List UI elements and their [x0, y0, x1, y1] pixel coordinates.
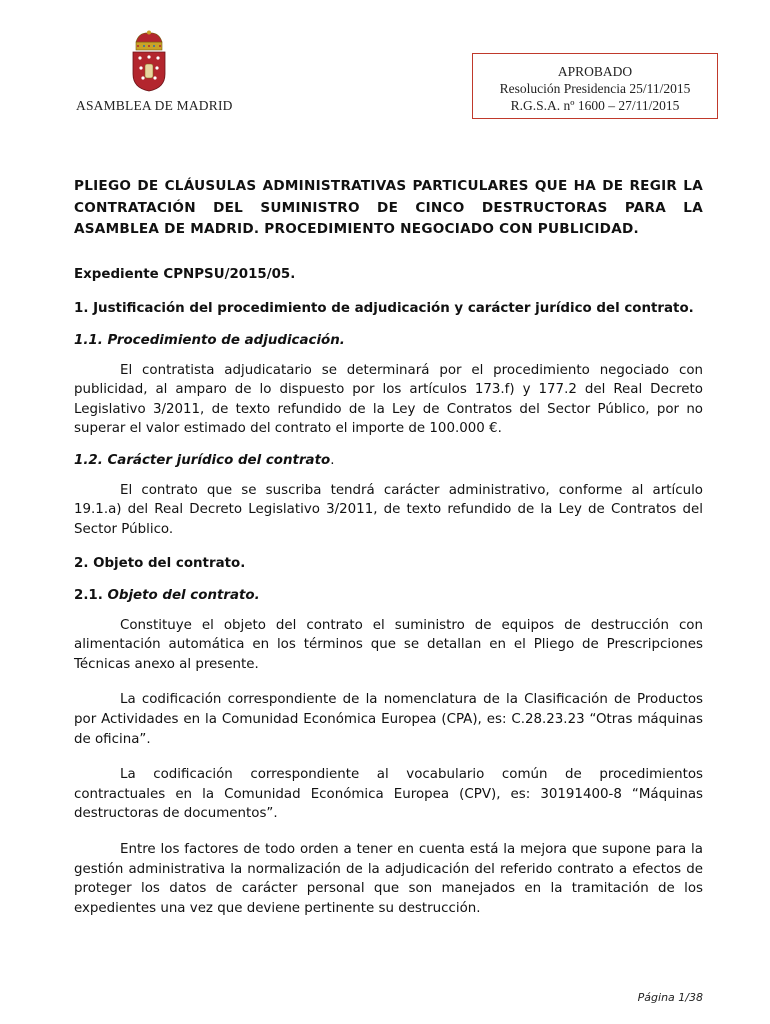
section-2-heading: 2. Objeto del contrato. — [74, 555, 246, 571]
expediente-number: Expediente CPNPSU/2015/05. — [74, 266, 296, 282]
stamp-status: APROBADO — [557, 64, 633, 79]
section-1-2-heading-text: 1.2. Carácter jurídico del contrato — [74, 452, 331, 468]
institution-logo-block — [76, 30, 233, 114]
section-1-2-heading: 1.2. Carácter jurídico del contrato. — [74, 452, 335, 468]
approval-stamp — [472, 53, 718, 119]
stamp-resolution: Resolución Presidencia 25/11/2015 — [499, 81, 691, 96]
section-1-heading: 1. Justificación del procedimiento de adjudicación y carácter jurídico del contrato. — [74, 300, 694, 316]
document-body — [74, 176, 703, 918]
page-number: Página 1/38 — [637, 991, 703, 1004]
section-2-1-paragraph-1: Constituye el objeto del contrato el suministro de equipos de destrucción con alimentación automática en los términos que se detallan en el Pliego de Prescripciones Técnicas anexo al presente. — [74, 617, 703, 672]
institution-name: ASAMBLEA DE MADRID — [76, 98, 233, 113]
stamp-registry: R.G.S.A. nº 1600 – 27/11/2015 — [510, 98, 680, 113]
section-1-1-paragraph: El contratista adjudicatario se determinará por el procedimiento negociado con publicidad, al amparo de lo dispuesto por los artículos 173.f) y 177.2 del Real Decreto Legislativo 3/2011, de texto refundido de la Ley de Contratos del Sector Público, por no superar el valor estimado del contrato el importe de 100.000 €. — [74, 362, 703, 437]
section-1-2-paragraph: El contrato que se suscriba tendrá carácter administrativo, conforme al artículo 19.1.a) del Real Decreto Legislativo 3/2011, de texto refundido de la Ley de Contratos del Sector Público. — [74, 482, 703, 538]
section-2-1-heading-text: Objeto del contrato — [107, 587, 255, 603]
section-1-1-heading: 1.1. Procedimiento de adjudicación. — [74, 332, 345, 348]
document-title: PLIEGO DE CLÁUSULAS ADMINISTRATIVAS PARTICULARES QUE HA DE REGIR LA CONTRATACIÓN DEL SUMINISTRO DE CINCO DESTRUCTORAS PARA LA ASAMBLEA DE MADRID. PROCEDIMIENTO NEGOCIADO CON PUBLICIDAD. — [74, 178, 703, 237]
section-2-1-number: 2.1. — [74, 587, 103, 603]
section-2-1-heading: 2.1. Objeto del contrato. — [74, 587, 260, 603]
asamblea-coat-of-arms-icon — [129, 30, 169, 92]
section-2-1-paragraph-2: La codificación correspondiente de la nomenclatura de la Clasificación de Productos por Actividades en la Comunidad Económica Europea (CPA), es: C.28.23.23 “Otras máquinas de oficina”. — [74, 692, 703, 747]
section-2-1-paragraph-3: La codificación correspondiente al vocabulario común de procedimientos contractuales en la Comunidad Económica Europea (CPV), es: 30191400-8 “Máquinas destructoras de documentos”. — [74, 767, 703, 822]
section-2-1-paragraph-4: Entre los factores de todo orden a tener en cuenta está la mejora que supone para la gestión administrativa la normalización de la adjudicación del referido contrato a efectos de proteger los datos de carácter personal que son manejados en la tramitación de los expedientes una vez que deviene pertinente su destrucción. — [74, 842, 703, 916]
